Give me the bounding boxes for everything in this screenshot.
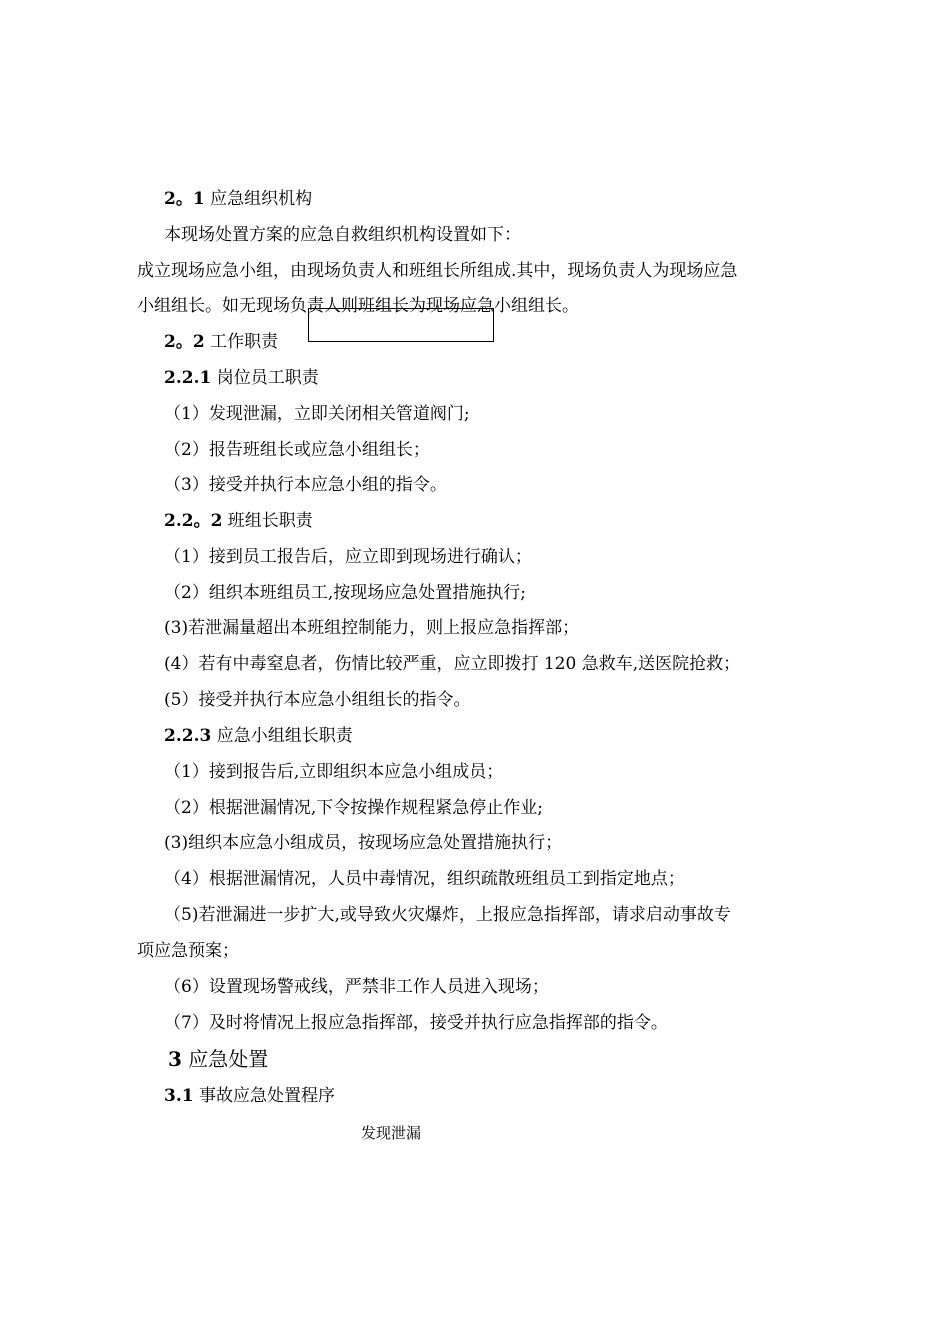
paragraph: 本现场处置方案的应急自救组织机构设置如下： — [164, 225, 521, 245]
list-item: （5)若泄漏进一步扩大,或导致火灾爆炸，上报应急指挥部，请求启动事故专 — [164, 905, 731, 925]
section-number: 2。1 — [164, 189, 205, 209]
section-number: 2.2。2 — [164, 511, 223, 531]
paragraph: 成立现场应急小组，由现场负责人和班组长所组成.其中，现场负责人为现场应急 — [137, 261, 738, 281]
section-heading-3-1 — [164, 1085, 335, 1107]
list-item-continuation: 项应急预案； — [137, 941, 239, 961]
section-title: 工作职责 — [204, 332, 279, 352]
flowchart-box — [308, 308, 494, 342]
list-item: (3)组织本应急小组成员，按现场应急处置措施执行； — [164, 833, 563, 853]
flowchart-label: 发现泄漏 — [361, 1124, 422, 1142]
list-item: （2）组织本班组员工,按现场应急处置措施执行; — [164, 583, 526, 603]
section-title: 应急组织机构 — [204, 189, 313, 209]
section-title: 应急小组组长职责 — [211, 726, 353, 746]
list-item: （1）接到报告后,立即组织本应急小组成员； — [164, 762, 504, 782]
section-number: 3 — [168, 1047, 182, 1071]
section-number: 2.2.3 — [164, 726, 212, 746]
section-heading-2-2-2 — [164, 510, 313, 532]
section-heading-2-2 — [164, 331, 278, 353]
section-title: 事故应急处置程序 — [193, 1086, 335, 1106]
list-item: （6）设置现场警戒线，严禁非工作人员进入现场； — [164, 977, 549, 997]
list-item: （2）报告班组长或应急小组组长； — [164, 440, 430, 460]
list-item: （2）根据泄漏情况,下令按操作规程紧急停止作业; — [164, 798, 543, 818]
list-item: （1）接到员工报告后，应立即到现场进行确认； — [164, 547, 532, 567]
section-title: 班组长职责 — [222, 511, 313, 531]
paragraph: 小组组长。如无现场负责人则班组长为现场应急小组组长。 — [137, 296, 579, 316]
section-title: 岗位员工职责 — [211, 368, 319, 388]
list-item: (5）接受并执行本应急小组组长的指令。 — [164, 690, 471, 710]
list-item: （4）根据泄漏情况，人员中毒情况，组织疏散班组员工到指定地点； — [164, 869, 685, 889]
list-item: （7）及时将情况上报应急指挥部，接受并执行应急指挥部的指令。 — [164, 1013, 668, 1033]
section-number: 2。2 — [164, 332, 205, 352]
list-item: （3）接受并执行本应急小组的指令。 — [164, 475, 447, 495]
section-number: 3.1 — [164, 1086, 194, 1106]
list-item: （1）发现泄漏，立即关闭相关管道阀门; — [164, 404, 470, 424]
section-heading-2-2-3 — [164, 725, 353, 747]
section-title: 应急处置 — [181, 1047, 269, 1071]
list-item: (4）若有中毒窒息者，伤情比较严重，应立即拨打 120 急救车,送医院抢救； — [164, 654, 741, 674]
section-number: 2.2.1 — [164, 368, 212, 388]
section-heading-3 — [168, 1046, 268, 1072]
section-heading-2-1 — [164, 188, 312, 210]
section-heading-2-2-1 — [164, 367, 319, 389]
list-item: (3)若泄漏量超出本班组控制能力，则上报应急指挥部； — [164, 618, 580, 638]
